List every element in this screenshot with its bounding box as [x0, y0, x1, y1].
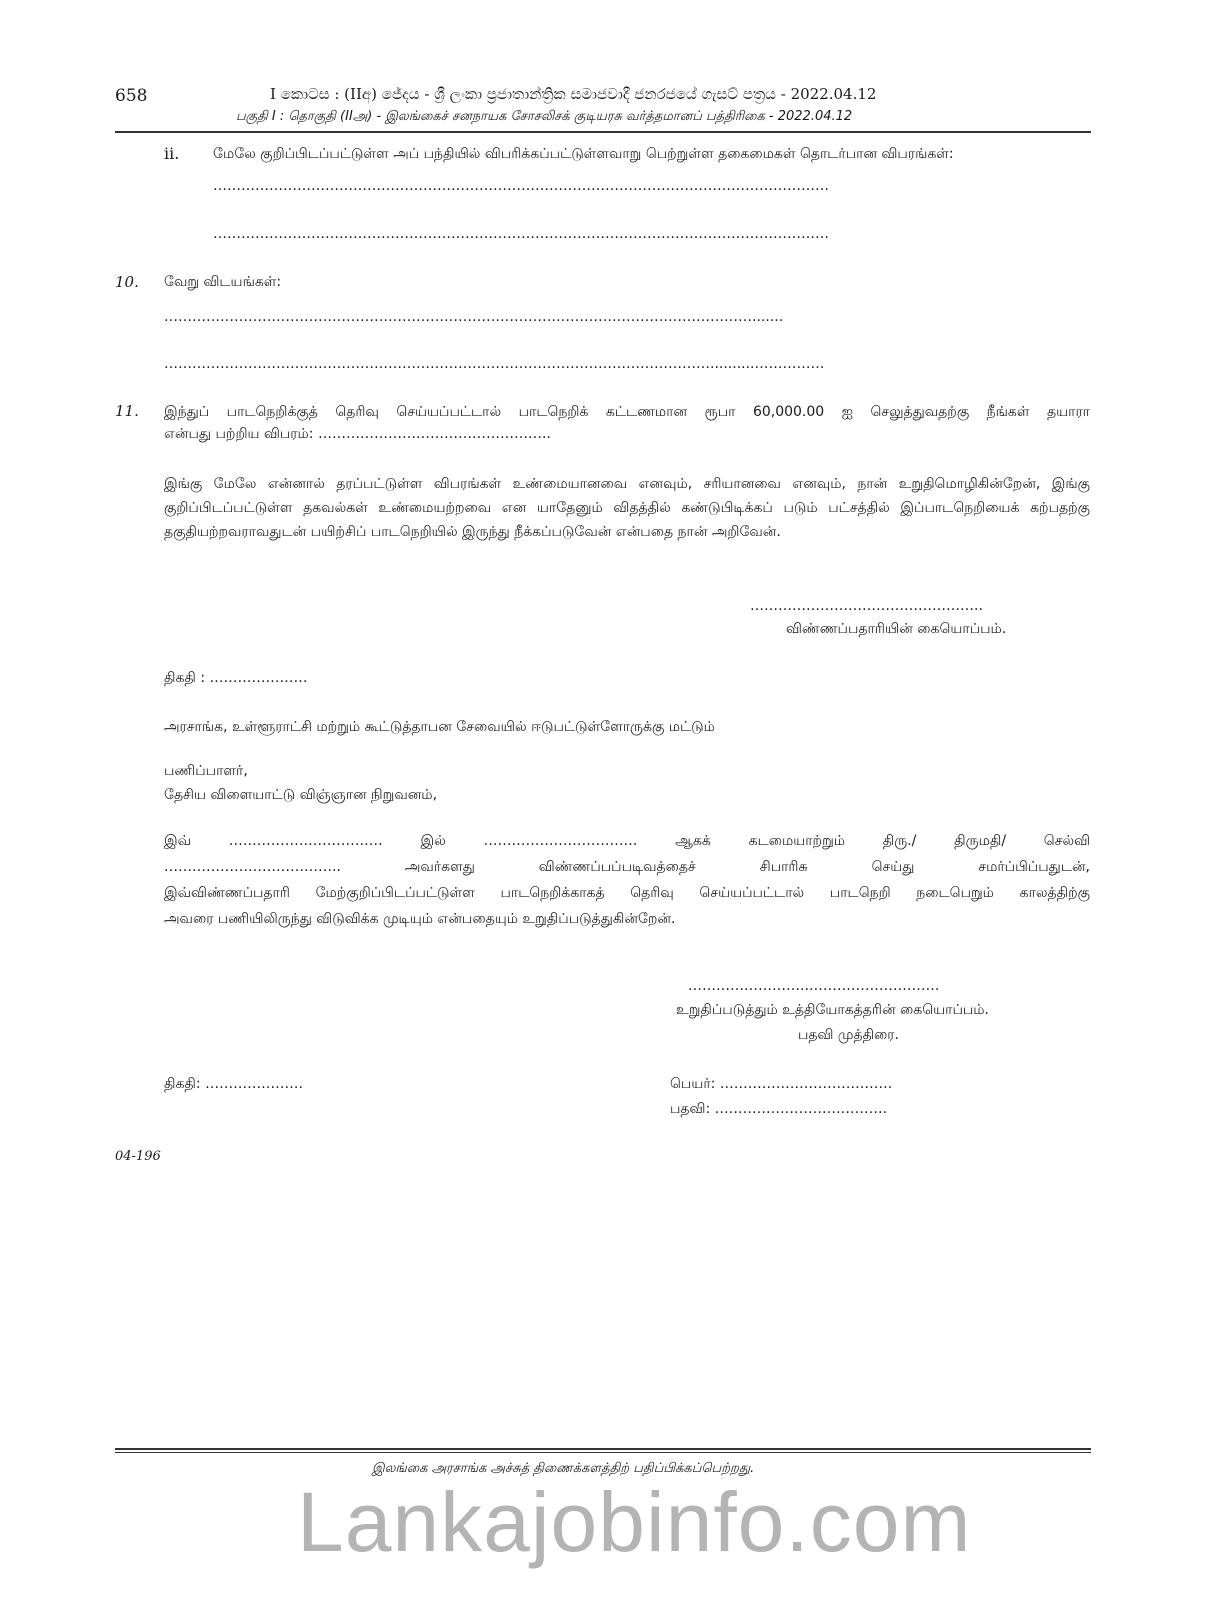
officer-name: பெயர்: ……………………………….	[670, 1076, 893, 1092]
officer-designation: பதவி: ……………………………….	[670, 1101, 888, 1117]
applicant-signature-label: விண்ணப்பதாரியின் கையொப்பம்.	[786, 621, 1007, 637]
official-seal-label: பதவி முத்திரை.	[798, 1027, 899, 1043]
page-number: 658	[115, 86, 148, 106]
item-ii-number: ii.	[164, 144, 180, 163]
footer-rule-top	[115, 1448, 1091, 1450]
employer-note: அரசாங்க, உள்ளூராட்சி மற்றும் கூட்டுத்தாபன சேவையில் ஈடுபட்டுள்ளோருக்கு மட்டும்	[164, 719, 715, 735]
printer-note: இலங்கை அரசாங்க அச்சுத் திணைக்களத்திற் பதிப்பிக்கப்பெற்றது.	[372, 1461, 755, 1476]
gazette-title-tamil: பகுதி I : தொகுதி (IIஅ) - இலங்கைச் சனநாயக சோசலிசக் குடியரசு வர்த்தமானப் பத்திரிகை - 2022.04.12	[236, 109, 853, 124]
addressee-line-2: தேசிய விளையாட்டு விஞ்ஞான நிறுவனம்,	[164, 787, 438, 803]
item-10-blank-2: ………………………………………………………………………………………………………..........……………	[164, 356, 825, 372]
item-ii-blank-1: ……………………………………………………………………………………………………………………	[213, 178, 829, 194]
gazette-title-sinhala: I කොටස : (IIඅ) ජේදය - ශ්‍රී ලංකා ප්‍රජාතාන්ත්‍රික සමාජවාදී ජනරජයේ ගැසට් පත්‍රය - 2022.04.12	[270, 85, 877, 103]
footer-rule-bottom	[115, 1452, 1091, 1453]
certification-line-4: அவரை பணியிலிருந்து விடுவிக்க முடியும் என்பதையும் உறுதிப்படுத்துகின்றேன்.	[164, 911, 676, 927]
certification-line-2: ……………………………….. அவர்களது விண்ணப்பப்படிவத்தைச் சிபாரிசு செய்து சமர்ப்பிப்பதுடன்,	[164, 859, 1090, 875]
watermark: Lankajobinfo.com	[297, 1475, 972, 1569]
item-ii-blank-2: ……………………………………………………………………………………………………………………	[213, 226, 829, 242]
officer-signature-label: உறுதிப்படுத்தும் உத்தியோகத்தரின் கையொப்பம்.	[676, 1002, 989, 1018]
officer-signature-line: ……………………..……………………….	[688, 978, 940, 994]
certification-line-1: இவ் …………………………… இல் …………………………… ஆகக் கடமையாற்றும் திரு./ திருமதி/ செல்வி	[164, 833, 1090, 849]
item-10-label: வேறு விடயங்கள்:	[164, 274, 282, 290]
declaration-paragraph: இங்கு மேலே என்னால் தரப்பட்டுள்ள விபரங்கள் உண்மையானவை எனவும், சரியானவை எனவும், நான் உறுதிமொழிகின்றேன், இங்கு குறிப்பிடப்பட்டுள்ள தகவல்கள் உண்மையற்றவை என யாதேனும் விதத்தில் கண்டுபிடிக்கப் படும் பட்சத்தில் இப்பாடநெறியைக் கற்பதற்கு தகுதியற்றவராவதுடன் பயிற்சிப் பாடநெறியில் இருந்து நீக்கப்படுவேன் என்பதை நான் அறிவேன்.	[164, 476, 1090, 540]
item-11-line-2: என்பது பற்றிய விபரம்: …………………………………………..	[164, 426, 551, 442]
officer-date: திகதி: …………………	[164, 1076, 304, 1092]
item-11-number: 11.	[115, 402, 139, 420]
item-10-number: 10.	[115, 273, 139, 291]
addressee-line-1: பணிப்பாளர்,	[164, 763, 248, 779]
reference-number: 04-196	[115, 1149, 161, 1164]
header-rule	[115, 131, 1091, 133]
applicant-date: திகதி : …………………	[164, 670, 308, 686]
certification-line-3: இவ்விண்ணப்பதாரி மேற்குறிப்பிடப்பட்டுள்ள பாடநெறிக்காகத் தெரிவு செய்யப்பட்டால் பாடநெறி நடைபெறும் காலத்திற்கு	[164, 885, 1090, 901]
item-10-blank-1: ……………………………………………………………………………………………………………….......	[164, 309, 784, 325]
item-ii-text: மேலே குறிப்பிடப்பட்டுள்ள அப் பந்தியில் விபரிக்கப்பட்டுள்ளவாறு பெற்றுள்ள தகைமைகள் தொடர்பான விபரங்கள்:	[213, 146, 954, 162]
applicant-signature-line: …………………………………………..	[750, 598, 983, 614]
item-11-line-1: இந்துப் பாடநெறிக்குத் தெரிவு செய்யப்பட்டால் பாடநெறிக் கட்டணமான ரூபா 60,000.00 ஐ செலுத்துவதற்கு நீங்கள் தயாரா	[164, 404, 1090, 420]
